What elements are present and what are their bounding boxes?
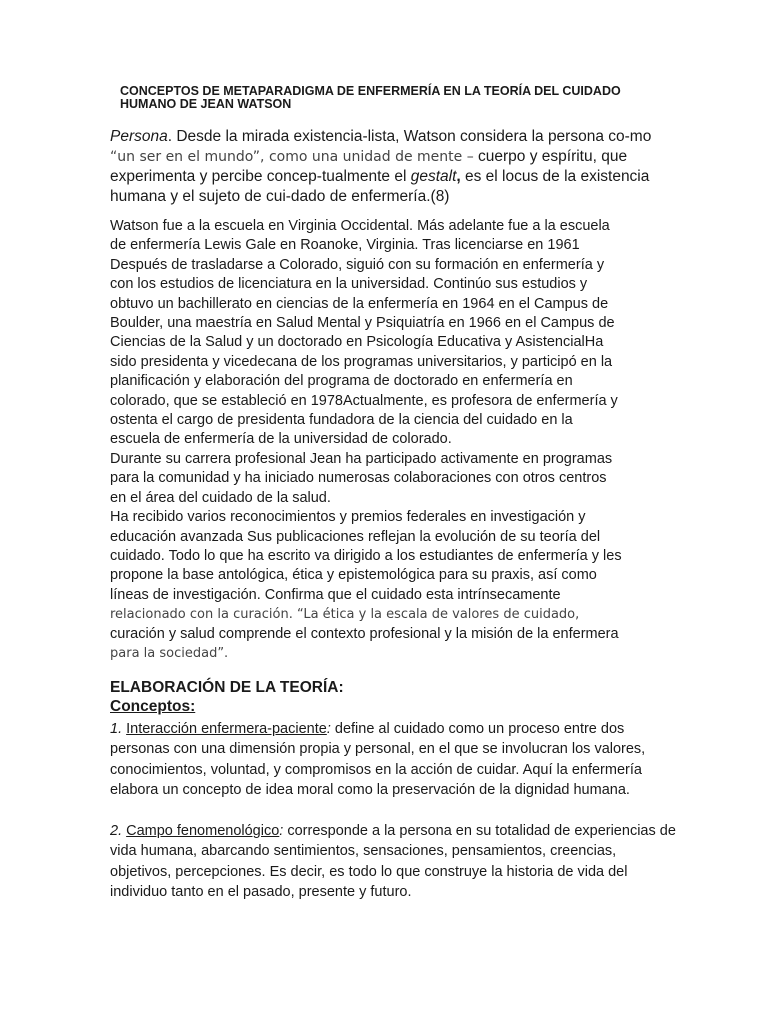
concept-1-paragraph [110,719,680,801]
biography-line: sido presidenta y vicedecana de los programas universitarios, y participó en la [110,353,613,370]
biography-line: propone la base antológica, ética y epistemológica para su praxis, así como [110,567,597,584]
concept-2-paragraph [110,821,680,903]
biography-line: educación avanzada Sus publicaciones reflejan la evolución de su teoría del [110,528,601,545]
biography-line: para la comunidad y ha iniciado numerosas colaboraciones con otros centros [110,470,607,487]
persona-paragraph [110,127,680,206]
biography-line: escuela de enfermería de la universidad de colorado. [110,431,452,448]
concept-2-colon: : [279,823,284,839]
biography-line: colorado, que se estableció en 1978Actualmente, es profesora de enfermería y [110,392,618,409]
biography-line: obtuvo un bachillerato en ciencias de la enfermería en 1964 en el Campus de [110,295,609,312]
gestalt-comma: , [456,168,461,185]
biography-lines [110,217,680,605]
biography-line: ostenta el cargo de presidenta fundadora de la ciencia del cuidado en la [110,412,573,429]
concept-2-text: corresponde a la persona en su totalidad de experiencias de vida humana, abarcando sentimientos, sensaciones, pensamientos, creencias, objetivos, percepciones. Es decir, es todo lo que construye la historia de vida del individuo tanto en el pasado, presente y futuro. [110,823,676,901]
concept-1-number: 1. [110,721,127,737]
concept-1-colon: : [326,721,331,737]
gestalt-term: gestalt [410,168,457,185]
biography-line: Ciencias de la Salud y un doctorado en Psicología Educativa y AsistencialHa [110,334,604,351]
concept-1-text: define al cuidado como un proceso entre dos personas con una dimensión propia y personal, en el que se involucran los valores, conocimientos, voluntad, y compromisos en la acción de cuidar. Aquí la enfermería elabora un concepto de idea moral como la preservación de la dignidad humana. [110,721,646,799]
elaboracion-heading: ELABORACIÓN DE LA TEORÍA: [110,679,344,696]
concept-1-term: Interacción enfermera-paciente [126,721,327,737]
title-line-1: CONCEPTOS DE METAPARADIGMA DE ENFERMERÍA EN LA TEORÍA DEL CUIDADO [120,84,621,98]
concept-2-term: Campo fenomenológico [126,823,280,839]
persona-text-a: . Desde la mirada existencia-lista, Watson considera la persona co-mo [167,128,652,145]
biography-line: líneas de investigación. Confirma que el cuidado esta intrínsecamente [110,586,561,603]
persona-text-c: es el locus de la existencia humana y el sujeto de cui-dado de enfermería.(8) [110,168,650,205]
biography-line: Boulder, una maestría en Salud Mental y Psiquiatría en 1966 en el Campus de [110,315,615,332]
biography-alt-line-2: para la sociedad”. [110,645,229,661]
biography-line: de enfermería Lewis Gale en Roanoke, Virginia. Tras licenciarse en 1961 [110,237,580,254]
persona-term: Persona [110,128,168,145]
biography-line: Watson fue a la escuela en Virginia Occidental. Más adelante fue a la escuela [110,218,610,234]
persona-text-b: cuerpo y espíritu, que experimenta y percibe concep-tualmente el [110,147,628,185]
biography-line: planificación y elaboración del programa de doctorado en enfermería en [110,373,573,390]
biography-paragraph [110,217,680,663]
biography-line: Durante su carrera profesional Jean ha participado activamente en programas [110,450,613,467]
document-title [120,85,680,111]
persona-quote: “un ser en el mundo”, como una unidad de mente – [110,148,474,165]
title-line-2: HUMANO DE JEAN WATSON [120,97,292,111]
biography-line: con los estudios de licenciatura en la universidad. Continúo sus estudios y [110,276,588,293]
biography-line: Ha recibido varios reconocimientos y premios federales en investigación y [110,509,586,526]
biography-line: en el área del cuidado de la salud. [110,489,331,506]
biography-line: Después de trasladarse a Colorado, siguió con su formación en enfermería y [110,256,605,273]
biography-line: cuidado. Todo lo que ha escrito va dirigido a los estudiantes de enfermería y les [110,547,622,564]
biography-alt-line-1: relacionado con la curación. “La ética y la escala de valores de cuidado, [110,607,580,623]
conceptos-heading: Conceptos: [110,698,196,715]
biography-mixed-line: curación y salud comprende el contexto profesional y la misión de la enfermera [110,625,619,642]
concept-2-number: 2. [110,823,127,839]
